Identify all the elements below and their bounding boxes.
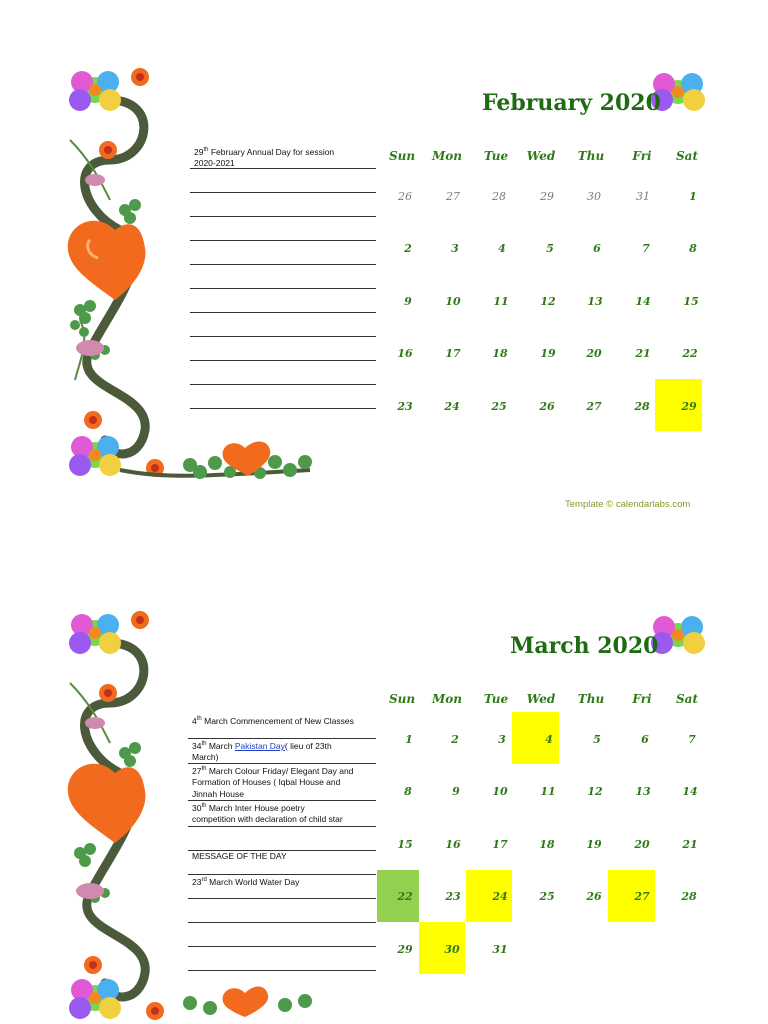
day-cell[interactable]: 30	[587, 190, 601, 203]
day-cell[interactable]: 16	[445, 838, 461, 851]
note-day: 23	[192, 876, 202, 887]
day-cell[interactable]: 14	[682, 785, 698, 798]
note-text-line2: Formation of Houses ( Iqbal House and	[192, 777, 341, 788]
weekday-header-mon: Mon	[431, 692, 462, 706]
note-text: March World Water Day	[206, 876, 300, 887]
note-text: March Commencement of New Classes	[201, 715, 354, 726]
day-cell[interactable]: 13	[587, 295, 603, 308]
note-line	[188, 970, 376, 971]
weekday-header-fri: Fri	[632, 149, 652, 163]
weekday-header-sat: Sat	[676, 149, 698, 163]
note-text: March Colour Friday/ Elegant Day and	[206, 765, 354, 776]
day-cell[interactable]: 15	[683, 295, 699, 308]
day-cell[interactable]: 29	[540, 190, 554, 203]
day-cell[interactable]: 29	[681, 400, 697, 413]
day-cell[interactable]: 8	[404, 785, 412, 798]
day-cell[interactable]: 13	[635, 785, 651, 798]
day-cell[interactable]: 20	[634, 838, 650, 851]
day-cell[interactable]: 28	[634, 400, 650, 413]
event-note	[192, 764, 378, 800]
day-cell[interactable]: 30	[444, 943, 460, 956]
weekday-header-mon: Mon	[431, 149, 462, 163]
note-day: 30	[192, 802, 202, 813]
day-cell[interactable]: 12	[540, 295, 556, 308]
day-cell[interactable]: 22	[397, 890, 413, 903]
weekday-header-thu: Thu	[577, 692, 605, 706]
day-cell[interactable]: 1	[405, 733, 413, 746]
day-cell[interactable]: 12	[587, 785, 603, 798]
day-cell[interactable]: 26	[398, 190, 412, 203]
day-cell[interactable]: 18	[492, 347, 508, 360]
day-cell[interactable]: 11	[493, 295, 509, 308]
day-cell[interactable]: 9	[404, 295, 412, 308]
event-note	[192, 739, 378, 764]
day-cell[interactable]: 27	[446, 190, 460, 203]
note-day: 4	[192, 715, 197, 726]
day-cell[interactable]: 4	[498, 242, 506, 255]
day-cell[interactable]: 29	[397, 943, 413, 956]
weekday-header-sat: Sat	[676, 692, 698, 706]
day-cell[interactable]: 26	[539, 400, 555, 413]
day-cell[interactable]: 17	[492, 838, 508, 851]
day-cell[interactable]: 27	[586, 400, 602, 413]
weekday-header-wed: Wed	[526, 149, 556, 163]
day-cell[interactable]: 22	[682, 347, 698, 360]
day-cell[interactable]: 1	[689, 190, 697, 203]
note-suffix: th	[201, 741, 207, 747]
day-cell[interactable]: 15	[397, 838, 413, 851]
note-suffix: th	[203, 147, 209, 153]
day-cell[interactable]: 16	[397, 347, 413, 360]
event-note	[192, 714, 378, 727]
day-cell[interactable]: 28	[681, 890, 697, 903]
note-suffix: rd	[201, 877, 207, 883]
day-cell[interactable]: 19	[540, 347, 556, 360]
day-cell[interactable]: 31	[636, 190, 650, 203]
note-text: ( lieu of 23th	[284, 740, 332, 751]
event-note	[192, 801, 378, 826]
day-cell[interactable]: 7	[688, 733, 696, 746]
day-cell[interactable]: 25	[539, 890, 555, 903]
day-cell[interactable]: 23	[397, 400, 413, 413]
weekday-header-tue: Tue	[483, 692, 509, 706]
day-cell[interactable]: 24	[492, 890, 508, 903]
note-suffix: th	[201, 803, 207, 809]
day-cell[interactable]: 20	[586, 347, 602, 360]
day-cell[interactable]: 10	[492, 785, 508, 798]
note-line	[188, 898, 376, 899]
note-suffix: th	[196, 716, 202, 722]
day-cell[interactable]: 21	[682, 838, 698, 851]
day-cell[interactable]: 11	[540, 785, 556, 798]
note-line	[188, 922, 376, 923]
weekday-header-sun: Sun	[388, 692, 416, 706]
day-cell[interactable]: 24	[444, 400, 460, 413]
event-note	[192, 875, 378, 888]
note-text-line2: competition with declaration of child star	[192, 814, 343, 825]
note-text: February Annual Day for session	[208, 146, 335, 157]
day-cell[interactable]: 6	[593, 242, 601, 255]
day-cell[interactable]: 5	[593, 733, 601, 746]
day-cell[interactable]: 2	[404, 242, 412, 255]
note-suffix: th	[201, 766, 207, 772]
message-of-the-day: MESSAGE OF THE DAY	[192, 851, 287, 861]
note-line	[188, 826, 376, 827]
day-cell[interactable]: 26	[586, 890, 602, 903]
day-cell[interactable]: 31	[492, 943, 508, 956]
day-cell[interactable]: 27	[634, 890, 650, 903]
weekday-header-wed: Wed	[526, 692, 556, 706]
day-cell[interactable]: 19	[586, 838, 602, 851]
day-cell[interactable]: 17	[445, 347, 461, 360]
day-cell[interactable]: 23	[445, 890, 461, 903]
day-cell[interactable]: 21	[635, 347, 651, 360]
day-cell[interactable]: 18	[539, 838, 555, 851]
day-cell[interactable]: 4	[545, 733, 553, 746]
weekday-header-fri: Fri	[632, 692, 652, 706]
day-cell[interactable]: 6	[641, 733, 649, 746]
note-text: March Inter House poetry	[206, 802, 305, 813]
note-text-line3: Jinnah House	[192, 788, 244, 799]
note-text: March	[206, 740, 235, 751]
note-day: 34	[192, 740, 202, 751]
day-cell[interactable]: 3	[498, 733, 506, 746]
day-cell[interactable]: 14	[635, 295, 651, 308]
weekday-header-thu: Thu	[577, 149, 605, 163]
day-cell[interactable]: 28	[492, 190, 506, 203]
note-line	[188, 946, 376, 947]
day-cell[interactable]: 9	[452, 785, 460, 798]
day-cell[interactable]: 2	[451, 733, 459, 746]
weekday-header-sun: Sun	[388, 149, 416, 163]
note-day: 27	[192, 765, 202, 776]
day-cell[interactable]: 5	[546, 242, 554, 255]
day-cell[interactable]: 8	[689, 242, 697, 255]
template-credit: Template © calendarlabs.com	[565, 499, 691, 510]
note-text-line2: March)	[192, 752, 219, 763]
weekday-header-tue: Tue	[483, 149, 509, 163]
day-cell[interactable]: 10	[445, 295, 461, 308]
day-cell[interactable]: 25	[491, 400, 507, 413]
note-text-line2: 2020-2021	[194, 158, 235, 169]
month-title: March 2020	[510, 633, 659, 659]
month-title: February 2020	[482, 90, 661, 116]
note-day: 29	[194, 146, 204, 157]
day-cell[interactable]: 7	[642, 242, 650, 255]
pakistan-day-link[interactable]: Pakistan Day	[234, 740, 285, 751]
day-cell[interactable]: 3	[451, 242, 459, 255]
